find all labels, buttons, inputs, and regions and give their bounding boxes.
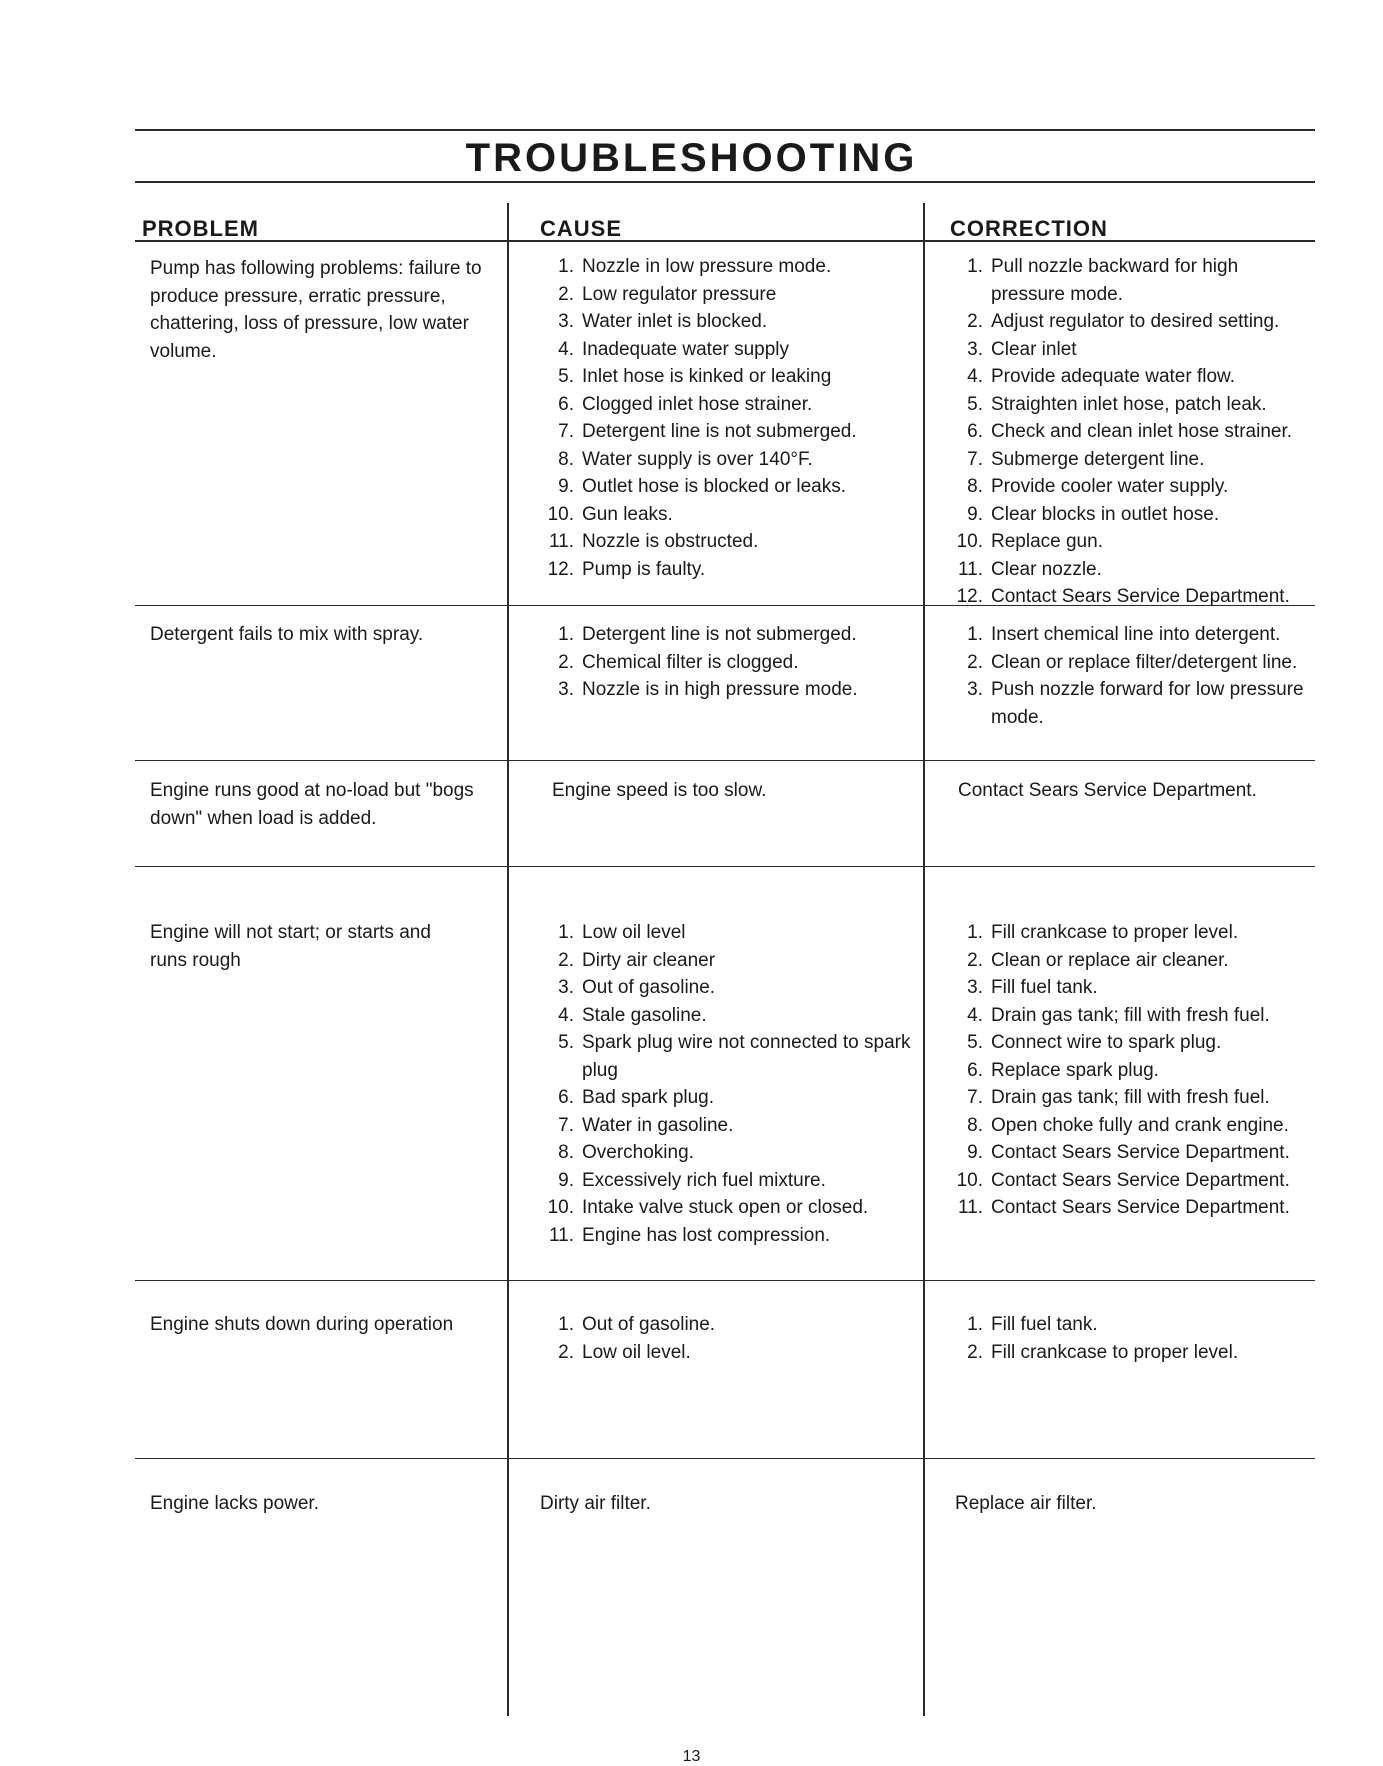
item-text: Replace spark plug. (991, 1059, 1159, 1081)
item-text: Water supply is over 140°F. (582, 448, 813, 470)
list-item (536, 649, 921, 677)
header-rule (135, 240, 1315, 242)
list-item (536, 391, 921, 419)
item-number: 1. (558, 1314, 574, 1335)
list-item (945, 1311, 1315, 1339)
item-number: 10. (547, 503, 574, 525)
list-item (945, 1084, 1315, 1112)
item-text: Drain gas tank; fill with fresh fuel. (991, 1087, 1270, 1108)
header-correction: CORRECTION (950, 216, 1108, 241)
list-item (536, 1084, 921, 1112)
item-text: Push nozzle forward for low pressure mode. (991, 679, 1304, 728)
row-divider (135, 866, 1315, 867)
page-title: TROUBLESHOOTING (465, 136, 918, 180)
problem-text: Detergent fails to mix with spray. (150, 624, 424, 645)
correction-list (945, 1311, 1315, 1366)
list-item (536, 446, 921, 474)
item-text: Adjust regulator to desired setting. (991, 311, 1280, 332)
item-text: Out of gasoline. (582, 1314, 716, 1335)
list-item (536, 473, 921, 501)
item-number: 8. (558, 448, 574, 470)
item-text: Open choke fully and crank engine. (991, 1114, 1289, 1136)
problem-cell (150, 1311, 495, 1339)
list-item (536, 621, 921, 649)
item-number: 1. (967, 256, 983, 277)
problem-text: Engine runs good at no-load but "bogs down" when load is added. (150, 780, 474, 829)
item-number: 3. (967, 338, 983, 360)
item-number: 9. (967, 1142, 983, 1163)
list-item (536, 919, 921, 947)
item-text: Low oil level. (582, 1341, 691, 1363)
column-divider-left (507, 203, 509, 1716)
list-item (536, 1139, 921, 1167)
problem-text: Engine lacks power. (150, 1493, 319, 1514)
list-item (945, 1002, 1315, 1030)
list-item (945, 947, 1315, 975)
item-number: 4. (558, 1004, 574, 1026)
item-text: Overchoking. (582, 1142, 694, 1163)
problem-cell (150, 255, 495, 365)
list-item (945, 336, 1315, 364)
item-text: Intake valve stuck open or closed. (582, 1197, 869, 1218)
correction-cell (958, 777, 1313, 805)
item-text: Gun leaks. (582, 503, 673, 525)
item-number: 5. (967, 393, 983, 415)
item-number: 8. (558, 1142, 574, 1163)
problem-text: Engine shuts down during operation (150, 1314, 454, 1335)
list-item (536, 676, 921, 704)
item-number: 10. (547, 1197, 574, 1218)
item-number: 1. (967, 922, 983, 943)
list-item (945, 1112, 1315, 1140)
item-text: Insert chemical line into detergent. (991, 624, 1281, 645)
item-text: Contact Sears Service Department. (991, 1142, 1290, 1163)
item-number: 4. (967, 1004, 983, 1026)
item-number: 6. (967, 1059, 983, 1081)
item-text: Excessively rich fuel mixture. (582, 1169, 826, 1191)
item-text: Nozzle is obstructed. (582, 531, 759, 552)
list-item (945, 253, 1315, 308)
list-item (945, 621, 1315, 649)
cause-text: Dirty air filter. (540, 1493, 651, 1514)
item-text: Out of gasoline. (582, 977, 716, 998)
item-text: Contact Sears Service Department. (991, 1169, 1290, 1191)
cause-cell (540, 1490, 910, 1518)
item-text: Water inlet is blocked. (582, 311, 768, 332)
item-text: Clear inlet (991, 338, 1077, 360)
item-number: 2. (558, 283, 574, 305)
item-text: Dirty air cleaner (582, 949, 716, 971)
list-item (536, 1112, 921, 1140)
list-item (945, 1194, 1315, 1222)
item-text: Replace gun. (991, 531, 1103, 552)
item-text: Provide cooler water supply. (991, 476, 1229, 497)
item-number: 4. (967, 366, 983, 387)
list-item (945, 363, 1315, 391)
item-text: Spark plug wire not connected to spark plug (582, 1032, 911, 1081)
item-number: 11. (548, 1224, 574, 1246)
list-item (536, 1194, 921, 1222)
item-text: Fill fuel tank. (991, 1314, 1098, 1335)
list-item (945, 308, 1315, 336)
item-text: Check and clean inlet hose strainer. (991, 421, 1293, 442)
list-item (536, 1002, 921, 1030)
list-item (536, 336, 921, 364)
item-number: 2. (967, 651, 983, 673)
item-number: 3. (967, 977, 983, 998)
item-number: 10. (956, 1169, 983, 1191)
list-item (945, 556, 1315, 584)
item-number: 11. (548, 531, 574, 552)
item-number: 4. (558, 338, 574, 360)
list-item (536, 1167, 921, 1195)
correction-list (945, 253, 1315, 611)
item-number: 9. (558, 476, 574, 497)
item-number: 6. (558, 1087, 574, 1108)
top-rule (135, 129, 1315, 131)
item-text: Nozzle is in high pressure mode. (582, 679, 858, 700)
list-item (945, 528, 1315, 556)
item-number: 6. (558, 393, 574, 415)
item-text: Clean or replace air cleaner. (991, 949, 1229, 971)
item-text: Inadequate water supply (582, 338, 790, 360)
item-text: Detergent line is not submerged. (582, 421, 857, 442)
item-number: 12. (956, 586, 983, 607)
list-item (945, 1057, 1315, 1085)
item-text: Fill crankcase to proper level. (991, 1341, 1239, 1363)
item-number: 11. (957, 1197, 983, 1218)
item-text: Bad spark plug. (582, 1087, 715, 1108)
list-item (945, 1139, 1315, 1167)
item-number: 9. (558, 1169, 574, 1191)
list-item (536, 1339, 921, 1367)
item-text: Drain gas tank; fill with fresh fuel. (991, 1004, 1270, 1026)
title-rule (135, 181, 1315, 183)
item-text: Stale gasoline. (582, 1004, 707, 1026)
column-divider-right (923, 203, 925, 1716)
item-text: Clear blocks in outlet hose. (991, 503, 1220, 525)
item-text: Inlet hose is kinked or leaking (582, 366, 832, 387)
header-cause: CAUSE (540, 216, 623, 241)
item-number: 5. (558, 366, 574, 387)
item-number: 3. (558, 679, 574, 700)
list-item (945, 676, 1315, 731)
item-number: 3. (967, 679, 983, 700)
list-item (536, 281, 921, 309)
item-text: Engine has lost compression. (582, 1224, 831, 1246)
list-item (945, 919, 1315, 947)
item-number: 7. (967, 448, 983, 470)
item-text: Detergent line is not submerged. (582, 624, 857, 645)
problem-cell (150, 1490, 495, 1518)
list-item (945, 1339, 1315, 1367)
list-item (536, 363, 921, 391)
correction-list (945, 919, 1315, 1222)
cause-text: Engine speed is too slow. (552, 780, 767, 801)
correction-text: Replace air filter. (955, 1493, 1097, 1514)
item-text: Clogged inlet hose strainer. (582, 393, 813, 415)
item-number: 3. (558, 311, 574, 332)
item-number: 1. (967, 624, 983, 645)
list-item (945, 1029, 1315, 1057)
item-text: Low oil level (582, 922, 686, 943)
item-number: 8. (967, 476, 983, 497)
item-number: 3. (558, 977, 574, 998)
list-item (945, 649, 1315, 677)
list-item (536, 1311, 921, 1339)
item-number: 2. (967, 311, 983, 332)
list-item (945, 501, 1315, 529)
list-item (945, 418, 1315, 446)
item-number: 6. (967, 421, 983, 442)
item-text: Connect wire to spark plug. (991, 1032, 1222, 1053)
list-item (945, 391, 1315, 419)
item-text: Contact Sears Service Department. (991, 1197, 1290, 1218)
item-number: 1. (558, 922, 574, 943)
correction-list (945, 621, 1315, 731)
list-item (536, 1029, 921, 1084)
item-number: 2. (558, 949, 574, 971)
list-item (536, 501, 921, 529)
item-text: Pull nozzle backward for high pressure mode. (991, 256, 1239, 305)
item-number: 9. (967, 503, 983, 525)
item-text: Nozzle in low pressure mode. (582, 256, 832, 277)
item-number: 7. (558, 421, 574, 442)
problem-cell (150, 919, 450, 974)
list-item (536, 974, 921, 1002)
list-item (536, 947, 921, 975)
cause-cell (552, 777, 912, 805)
item-number: 7. (558, 1114, 574, 1136)
list-item (945, 1167, 1315, 1195)
list-item (945, 583, 1315, 611)
item-number: 2. (967, 949, 983, 971)
correction-text: Contact Sears Service Department. (958, 780, 1257, 801)
item-number: 5. (967, 1032, 983, 1053)
item-number: 8. (967, 1114, 983, 1136)
problem-text: Engine will not start; or starts and runs rough (150, 922, 431, 971)
item-number: 1. (558, 256, 574, 277)
item-number: 11. (957, 558, 983, 580)
item-text: Pump is faulty. (582, 558, 706, 580)
item-number: 10. (956, 531, 983, 552)
item-text: Provide adequate water flow. (991, 366, 1235, 387)
cause-list (536, 253, 921, 583)
problem-cell (150, 621, 495, 649)
problem-text: Pump has following problems: failure to produce pressure, erratic pressure, chattering, loss of pressure, low water volume. (150, 258, 482, 362)
item-number: 2. (558, 651, 574, 673)
item-text: Outlet hose is blocked or leaks. (582, 476, 847, 497)
item-text: Clean or replace filter/detergent line. (991, 651, 1298, 673)
problem-cell (150, 777, 495, 832)
item-text: Low regulator pressure (582, 283, 777, 305)
list-item (536, 528, 921, 556)
list-item (536, 253, 921, 281)
list-item (536, 556, 921, 584)
item-number: 1. (967, 1314, 983, 1335)
item-number: 12. (547, 558, 574, 580)
item-number: 2. (558, 1341, 574, 1363)
item-number: 5. (558, 1032, 574, 1053)
item-text: Water in gasoline. (582, 1114, 734, 1136)
correction-cell (955, 1490, 1310, 1518)
item-number: 1. (558, 624, 574, 645)
list-item (536, 418, 921, 446)
cause-list (536, 621, 921, 704)
item-text: Fill crankcase to proper level. (991, 922, 1239, 943)
list-item (945, 974, 1315, 1002)
page-number: 13 (682, 1748, 701, 1765)
list-item (536, 1222, 921, 1250)
item-text: Fill fuel tank. (991, 977, 1098, 998)
item-number: 7. (967, 1087, 983, 1108)
row-divider (135, 1280, 1315, 1281)
item-text: Straighten inlet hose, patch leak. (991, 393, 1267, 415)
item-text: Clear nozzle. (991, 558, 1102, 580)
item-text: Contact Sears Service Department. (991, 586, 1290, 607)
list-item (945, 446, 1315, 474)
cause-list (536, 1311, 921, 1366)
item-text: Submerge detergent line. (991, 448, 1205, 470)
item-number: 2. (967, 1341, 983, 1363)
row-divider (135, 760, 1315, 761)
list-item (536, 308, 921, 336)
header-problem: PROBLEM (142, 216, 259, 241)
item-text: Chemical filter is clogged. (582, 651, 799, 673)
cause-list (536, 919, 921, 1249)
list-item (945, 473, 1315, 501)
row-divider (135, 1458, 1315, 1459)
